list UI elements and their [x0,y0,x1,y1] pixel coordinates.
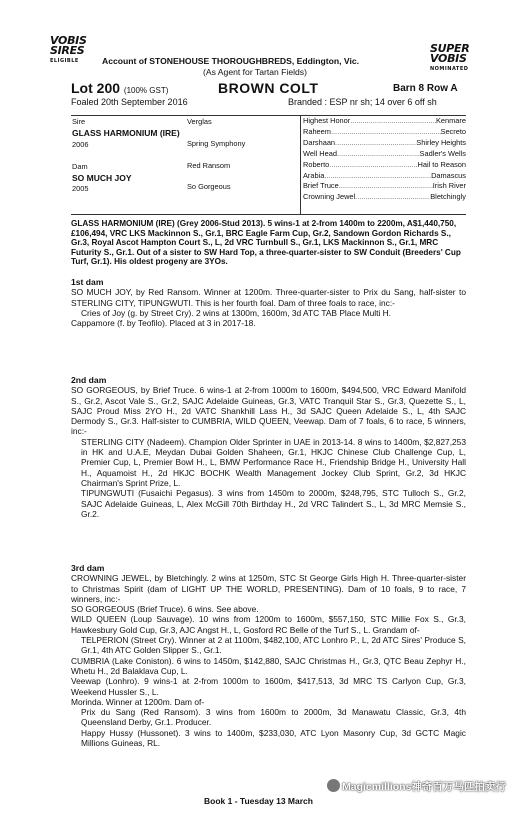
pedigree-ancestor-row [303,181,466,192]
leader-dots [335,138,416,149]
leader-dots [337,149,420,160]
third-dam-section [71,563,466,748]
ancestor-left: Roberto [303,159,330,169]
pedigree-ancestor-row [303,160,466,171]
pedigree-ancestor-row [303,192,466,203]
vendor-line: Account of STONEHOUSE THOROUGHBREDS, Eddington, Vic. [102,56,360,66]
sire-year: 2006 [72,139,89,149]
horse-name: BROWN COLT [218,80,319,96]
pedigree-table [71,115,466,215]
first-dam-heading: 1st dam [71,277,104,287]
first-dam-text: SO MUCH JOY, by Red Ransom. Winner at 1200m. Three-quarter-sister to Prix du Sang, half-sister to STERLING CITY, TIPUNGWUTI. This is her fourth foal. Dam of three foals to race, inc:- [71,287,466,308]
first-dam-progeny: Cries of Joy (g. by Street Cry). 2 wins at 1300m, 1600m, 3d ATC TAB Place Multi H. [81,307,391,318]
third-dam-heading: 3rd dam [71,563,105,573]
pedigree-middle [187,117,245,193]
ancestor-right: Damascus [431,170,466,180]
vobis-sires-eligible-logo [50,36,87,66]
pedigree-ancestor-row [303,116,466,127]
pedigree-divider [300,116,301,214]
sire-sire: Verglas [187,117,212,126]
first-dam-progeny: Cappamore (f. by Teofilo). Placed at 3 in 2017-18. [71,318,256,329]
logo-right-line2: VOBIS [430,52,467,65]
leader-dots [355,192,430,203]
first-dam-section [71,277,466,328]
leader-dots [350,116,436,127]
dam-year: 2005 [72,184,89,194]
dam-label: Dam [72,161,88,171]
third-dam-grandprogeny: TELPERION (Street Cry). Winner at 2 at 1100m, $482,100, ATC Lonhro P., L, 2d ATC Sires' Produce S, Gr.1, 4th ATC Golden Slipper S., Gr.1. [81,635,466,656]
ancestor-right: Sadler's Wells [419,148,466,158]
ancestor-left: Arabia [303,170,325,180]
logo-left-line2: SIRES [50,44,85,57]
ancestor-left: Well Head [303,148,337,158]
pedigree-ancestor-row [303,149,466,160]
ancestor-right: Secreto [440,126,466,136]
third-dam-progeny: CUMBRIA (Lake Coniston). 6 wins to 1450m, $142,880, SAJC Christmas H., Gr.3, QTC Beau Zephyr H., Whetu H., 2d Balaklava Cup, L. [71,655,466,676]
ancestor-left: Brief Truce [303,181,339,191]
ancestor-left: Raheem [303,126,331,136]
wechat-icon [327,779,340,792]
third-dam-grandprogeny: Prix du Sang (Red Ransom). 3 wins from 1600m to 2000m, 3d Manawatu Classic, Gr.3, 4th Queensland Derby, Gr.1. Producer. [81,707,466,728]
leader-dots [329,160,417,171]
ancestor-right: Bletchingly [430,192,466,202]
super-vobis-nominated-logo [430,44,469,74]
sire-description: GLASS HARMONIUM (IRE) (Grey 2006-Stud 2013). 5 wins-1 at 2-from 1400m to 2200m, A$1,440,750, £106,494, VRC LKS Mackinnon S., Gr.1, BRC Eagle Farm Cup, Gr.2, Sandown Gordon Richards S., Gr.3, Royal Ascot Hampton Court S., L, 2d VRC Turnbull S., Gr.1, LKS Mackinnon S., Gr.1, MRC Futurity S., Gr.1. Out of a sister to SW Hard Top, a three-quarter-sister to SW Conduit (Breeders' Cup Turf, Gr.1). His oldest progeny are 3YOs. [71,219,461,267]
lot-label: Lot 200 [71,80,121,96]
ancestor-left: Highest Honor [303,116,351,125]
ancestor-right: Hail to Reason [417,159,466,169]
pedigree-left [72,117,180,195]
agent-line: (As Agent for Tartan Fields) [203,67,307,77]
pedigree-ancestor-row [303,127,466,138]
sire-label: Sire [72,117,86,126]
second-dam-section [71,375,466,519]
leader-dots [339,181,433,192]
ancestor-left: Darshaan [303,137,336,147]
third-dam-progeny: SO GORGEOUS (Brief Truce). 6 wins. See above. [71,604,259,615]
barn-location: Barn 8 Row A [393,83,458,94]
watermark-text: Magicmillions神奇百万马匹拍卖行 [342,781,506,793]
ancestor-right: Shirley Heights [416,137,466,147]
second-dam-heading: 2nd dam [71,375,107,385]
third-dam-text: CROWNING JEWEL, by Bletchingly. 2 wins at 1250m, STC St George Girls High H. Three-quarter-sister to Christmas Spirit (dam of LIGHT UP THE WORLD, PRESENTING). Dam of 10 foals, 9 to race, 7 winners, inc:- [71,573,466,604]
sire-name: GLASS HARMONIUM (IRE) [72,127,180,138]
second-dam-progeny: STERLING CITY (Nadeem). Champion Older Sprinter in UAE in 2013-14. 8 wins to 1400m, $2,827,253 in HK and U.A.E, Meydan Dubai Golden Shaheen, Gr.1, HKJC Chinese Club Challenge Cup, L, Premier Cup, L, Premier Bowl H., L, BMW Performance Race H., Friendship Bridge H., University Hall H., Aquamoist H., 2d HKJC BOCHK Wealth Management Jockey Club Sprint, Gr.2, 3d HKJC Chairman's Sprint Prize, L. [81,436,466,488]
pedigree-ancestor-row [303,171,466,182]
third-dam-progeny: Morinda. Winner at 1200m. Dam of- [71,696,205,707]
ancestor-right: Kenmare [436,116,466,125]
dam-name: SO MUCH JOY [72,172,132,183]
lot-gst: (100% GST) [123,86,169,95]
lot-number [71,80,168,96]
second-dam-progeny: TIPUNGWUTI (Fusaichi Pegasus). 3 wins from 1450m to 2000m, $248,795, STC Tulloch S., Gr.2, SAJC Adelaide Guineas, L, Alex McGill 70th Birthday H., 2d VRC Talindert S., L, 3d MRC Memsie S., Gr.2. [81,488,466,519]
ancestor-right: Irish River [432,181,466,191]
pedigree-right [303,116,466,203]
leader-dots [324,171,431,182]
third-dam-grandprogeny: Happy Hussy (Hussonet). 3 wins to 1400m, $233,030, ATC Lyon Masonry Cup, 3d GCTC Magic Millions Guineas, RL. [81,727,466,749]
foaled-date: Foaled 20th September 2016 [71,97,188,107]
dam-dam: So Gorgeous [187,182,231,192]
logo-left-line1: VOBIS [50,34,87,47]
dam-sire: Red Ransom [187,160,231,170]
third-dam-progeny: Veewap (Lonhro). 9 wins-1 at 2-from 1000m to 1600m, $417,513, 3d MRC TS Carlyon Cup, Gr.3, Weekend Hussler S., L. [71,676,466,697]
leader-dots [331,127,441,138]
page-footer: Book 1 - Tuesday 13 March [204,796,313,806]
logo-right-line1: SUPER [430,42,470,55]
logo-left-line3: ELIGIBLE [50,58,79,64]
branded-text: Branded : ESP nr sh; 14 over 6 off sh [288,97,437,107]
third-dam-progeny: WILD QUEEN (Loup Sauvage). 10 wins from 1200m to 1600m, $557,150, STC Millie Fox S., Gr.3, Hawkesbury Gold Cup, Gr.3, AJC Angst H., L, Gosford RC Belle of the Turf S., L. Grandam of- [71,614,466,635]
sire-dam: Spring Symphony [187,138,246,148]
logo-right-line3: NOMINATED [430,66,469,72]
pedigree-ancestor-row [303,138,466,149]
second-dam-text: SO GORGEOUS, by Brief Truce. 6 wins-1 at 2-from 1000m to 1600m, $494,500, VRC Edward Manifold S., Gr.2, Ascot Vale S., Gr.2, SAJC Adelaide Guineas, Gr.3, VATC Tranquil Star S., Gr.3, Quezette S., L, SAJC Proud Miss 2YO H., 2d VATC Shankhill Lass H., 3d SAJC Queen Adelaide S., L, 4th SAJC Dermody S., Gr.3. Half-sister to CUMBRIA, WILD QUEEN, Veewap. Dam of 7 foals, 6 to race, 5 winners, inc:- [71,385,466,437]
ancestor-left: Crowning Jewel [303,192,356,202]
